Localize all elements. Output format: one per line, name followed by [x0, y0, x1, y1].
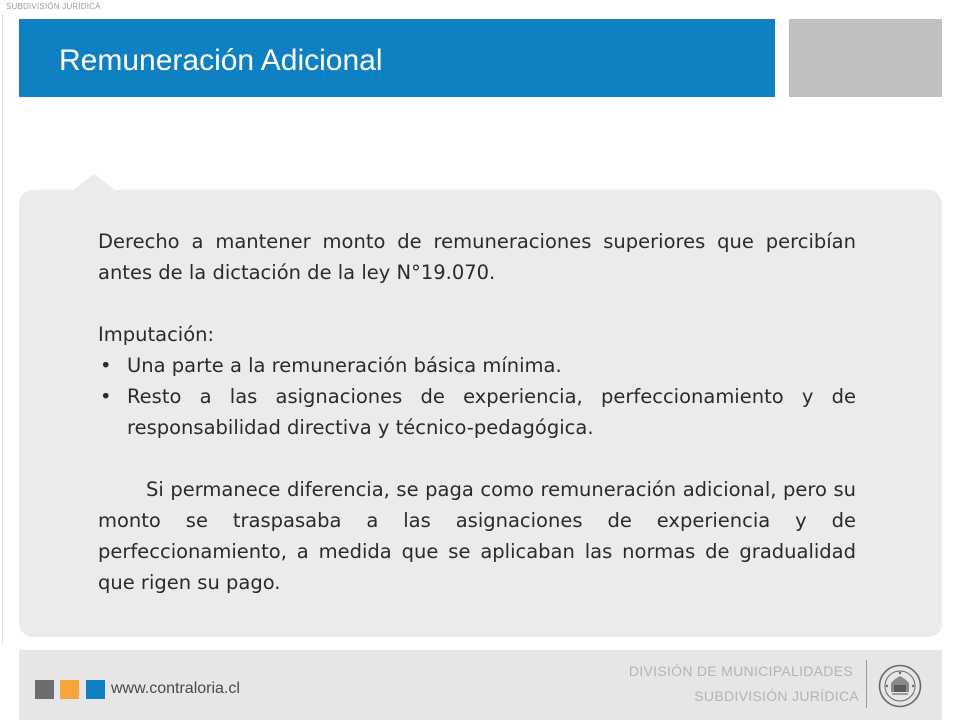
footer-divider [866, 660, 867, 708]
title-bar [19, 19, 775, 97]
list-item: • Una parte a la remuneración básica mínima. [98, 350, 856, 381]
content-text [98, 226, 856, 598]
division-name: DIVISIÓN DE MUNICIPALIDADES [628, 663, 853, 679]
imputacion-label: Imputación: [98, 323, 215, 346]
paragraph-diferencia: Si permanece diferencia, se paga como remuneración adicional, pero su monto se traspasaba a las asignaciones de experiencia y de perfeccionamiento, a medida que se aplicaban las normas de gradualidad que rigen su pago. [98, 478, 856, 594]
orange-square-icon [60, 680, 79, 699]
header-top-label: SUBDIVISIÓN JURÍDICA [6, 2, 101, 11]
subdivision-name: SUBDIVISIÓN JURÍDICA [694, 688, 859, 704]
gray-square-icon [35, 680, 54, 699]
decorative-gray-block [789, 19, 942, 97]
bullet-icon: • [100, 385, 112, 408]
bullet-icon: • [100, 354, 112, 377]
imputacion-list [98, 350, 856, 443]
callout-pointer [72, 174, 116, 191]
contraloria-seal-icon [878, 664, 922, 708]
slide-title: Remuneración Adicional [59, 44, 383, 77]
paragraph-derecho: Derecho a mantener monto de remuneraciones superiores que percibían antes de la dictación de la ley N°19.070. [98, 230, 856, 284]
list-item: • Resto a las asignaciones de experiencia, perfeccionamiento y de responsabilidad directiva y técnico-pedagógica. [98, 381, 856, 443]
left-divider [2, 14, 3, 644]
blue-square-icon [86, 680, 105, 699]
website-link[interactable]: www.contraloria.cl [111, 680, 240, 697]
